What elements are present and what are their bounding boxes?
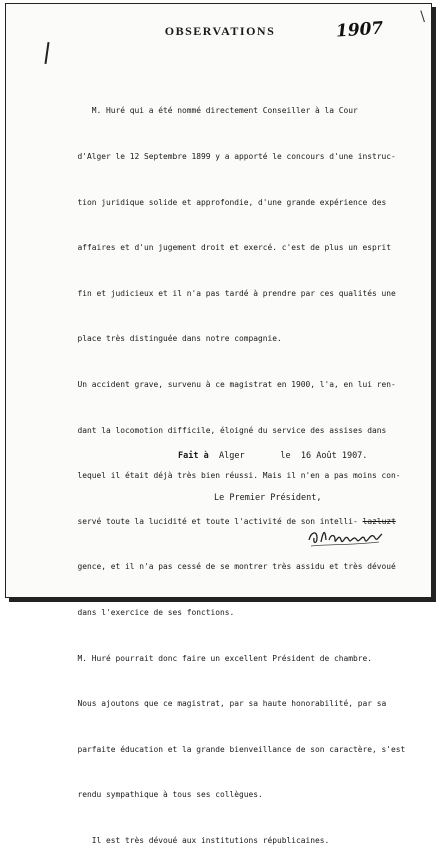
page-title: OBSERVATIONS [164, 24, 276, 38]
body-line: Il est très dévoué aux institutions républicaines. [30, 835, 330, 845]
body-line: dans l'exercice de ses fonctions. [30, 607, 235, 617]
margin-mark [44, 42, 49, 64]
body-line: dant la locomotion difficile, éloigné du service des assises dans [30, 425, 387, 435]
body-line: M. Huré qui a été nommé directement Conseiller à la Cour [30, 106, 358, 116]
body-line: M. Huré pourrait donc faire un excellent Président de chambre. [30, 653, 373, 663]
body-line: parfaite éducation et la grande bienveillance de son caractère, s'est [30, 744, 406, 754]
body-line: lequel il était déjà très bien réussi. Mais il n'en a pas moins con- [30, 471, 401, 481]
body-line: Nous ajoutons que ce magistrat, par sa haute honorabilité, par sa [30, 699, 387, 709]
observations-body [30, 73, 410, 863]
struck-word: lazluzt [362, 516, 396, 526]
signoff-place-date [178, 451, 367, 461]
body-line: d'Alger le 12 Septembre 1899 y a apporté le concours d'une instruc- [30, 152, 396, 161]
handwritten-signature [305, 518, 385, 552]
body-line-part: servé toute la lucidité et toute l'activité de son intelli- [30, 516, 358, 526]
body-line: gence, et il n'a pas cessé de se montrer très assidu et très dévoué [30, 562, 396, 572]
body-line: rendu sympathique à tous ses collègues. [30, 790, 263, 800]
handwritten-year: 1907 [335, 18, 384, 42]
body-line: fin et judicieux et il n'a pas tardé à prendre par ces qualités une [30, 288, 396, 298]
place-value: Alger [218, 451, 245, 461]
corner-mark: \ [420, 9, 425, 25]
signatory-role: Le Premier Président, [214, 493, 322, 503]
body-line: tion juridique solide et approfondie, d'une grande expérience des [30, 197, 387, 207]
le-label: le [280, 451, 291, 461]
body-line: Un accident grave, survenu à ce magistrat en 1900, l'a, en lui ren- [30, 379, 396, 389]
body-line: affaires et d'un jugement droit et exercé. c'est de plus un esprit [30, 243, 392, 253]
body-line: place très distinguée dans notre compagnie. [30, 334, 282, 344]
fait-label: Fait à [178, 451, 209, 461]
date-value: 16 Août 1907. [300, 451, 368, 461]
